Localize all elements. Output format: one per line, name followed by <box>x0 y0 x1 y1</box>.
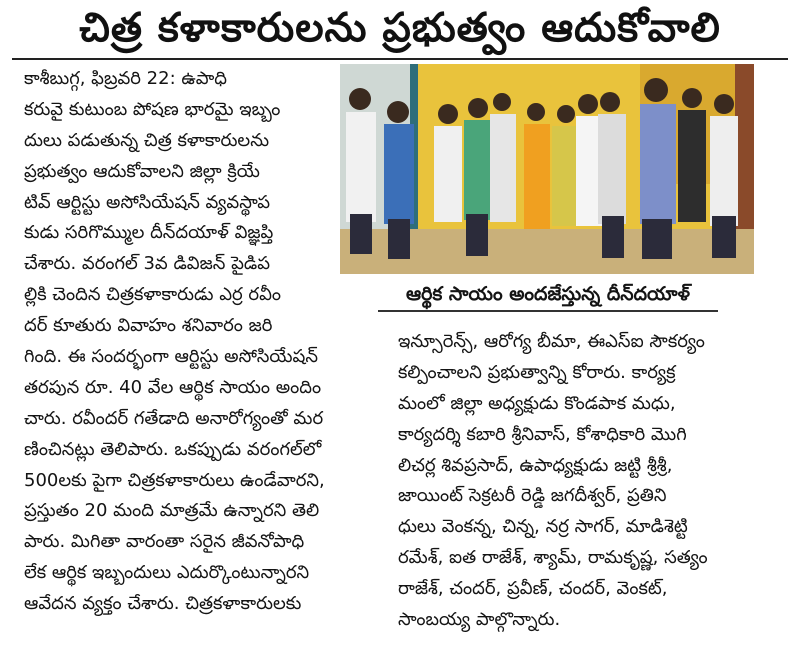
article-line: కల్పించాలని ప్రభుత్వాన్ని కోరారు. కార్యక్ర <box>398 361 676 383</box>
article-line: పారు. మిగితా వారంతా సరైన జీవనోపాధి <box>24 531 305 553</box>
article-line: కుడు సరిగొమ్ముల దీన్‌దయాళ్ విజ్ఞప్తి <box>24 222 274 244</box>
article-line: లేక ఆర్థిక ఇబ్బందులు ఎదుర్కొంటున్నారని <box>24 562 310 584</box>
article-line: లిచర్ల శివప్రసాద్, ఉపాధ్యక్షుడు జట్టి శ్రీశ్రీ, <box>398 454 673 476</box>
article-line: కార్యదర్శి కబారి శ్రీనివాస్, కోశాధికారి మొగి <box>398 423 687 445</box>
article-line: టివ్ ఆర్టిస్టు అసోసియేషన్ వ్యవస్థాప <box>24 191 270 213</box>
article-line: గింది. ఈ సందర్భంగా ఆర్టిస్టు అసోసియేషన్ <box>24 346 318 368</box>
headline-rule <box>12 58 788 60</box>
article-line: చారు. రవీందర్ గతేడాది అనారోగ్యంతో మర <box>24 407 324 429</box>
article-right-column <box>398 327 784 636</box>
article-line: ప్రస్తుతం 20 మంది మాత్రమే ఉన్నారని తెలి <box>24 500 320 522</box>
article-line: రాజేశ్, చందర్, ప్రవీణ్, చందర్, వెంకట్, <box>398 578 668 600</box>
article-line: జాయింట్ సెక్రటరీ రెడ్డి జగదీశ్వర్, ప్రతిని <box>398 485 667 507</box>
article-line: తరపున రూ. 40 వేల ఆర్థిక సాయం అందిం <box>24 376 322 398</box>
article-line: ఆవేదన వ్యక్తం చేశారు. చిత్రకళాకారులకు <box>24 593 302 615</box>
article-line: కాశీబుగ్గ, ఫిబ్రవరి 22: ఉపాధి <box>24 68 227 89</box>
group-photo-illustration <box>340 64 754 274</box>
headline: చిత్ర కళాకారులను ప్రభుత్వం ఆదుకోవాలి <box>79 5 721 51</box>
article-line: సాంబయ్య పాల్గొన్నారు. <box>398 609 561 631</box>
article-line: కరువై కుటుంబ పోషణ భారమై ఇబ్బం <box>24 98 281 120</box>
article-line: దులు పడుతున్న చిత్ర కళాకారులను <box>24 129 270 151</box>
article-left-column <box>24 64 370 620</box>
article-line: రమేశ్, ఐత రాజేశ్, శ్యామ్, రామకృష్ణ, సత్యం <box>398 547 708 569</box>
article-line: చేశారు. వరంగల్ 3వ డివిజన్ పైడిప <box>24 253 270 275</box>
article-line: ణించినట్లు తెలిపారు. ఒకప్పుడు వరంగల్‌లో <box>24 438 322 460</box>
article-line: ధులు వెంకన్న, చిన్న, నర్ర సాగర్, మాడిశెట్టి <box>398 516 688 538</box>
article-line: దర్ కూతురు వివాహం శనివారం జరి <box>24 315 273 337</box>
article-line: ప్రభుత్వం ఆదుకోవాలని జిల్లా క్రియే <box>24 160 260 182</box>
article-line: మంలో జిల్లా అధ్యక్షుడు కొండపాక మధు, <box>398 392 676 414</box>
news-photo <box>340 64 754 274</box>
article-line: ఇన్సూరెన్స్, ఆరోగ్య బీమా, ఈఎస్ఐ సౌకర్యం <box>398 331 705 352</box>
article-line: 500లకు పైగా చిత్రకళాకారులు ఉండేవారని, <box>24 469 325 491</box>
article-line: ల్లికి చెందిన చిత్రకళాకారుడు ఎర్ర రవీం <box>24 284 282 306</box>
photo-caption: ఆర్థిక సాయం అందజేస్తున్న దీన్‌దయాళ్ <box>378 278 718 312</box>
